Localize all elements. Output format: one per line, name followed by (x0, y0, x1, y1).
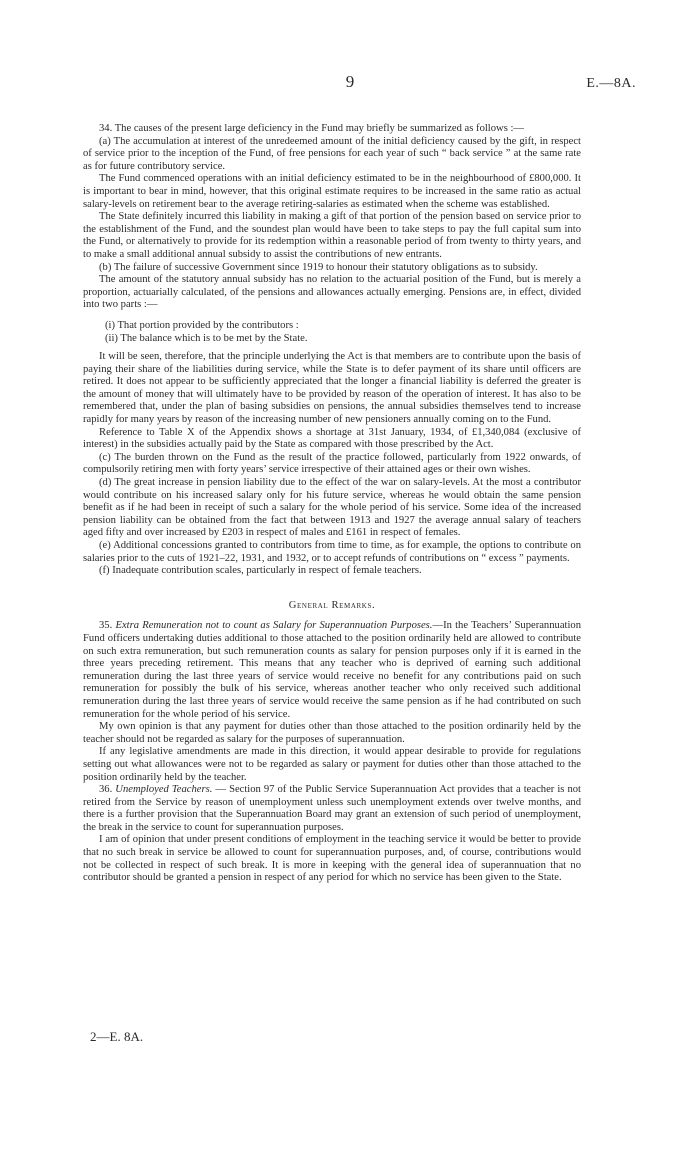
item-label: (a) (99, 135, 111, 147)
paragraph-opinion: My own opinion is that any payment for duties other than those attached to the position ordinarily held by the teacher should not be regarded as salary for the purposes of superannuation. (83, 721, 581, 745)
section-text: — Section 97 of the Public Service Superannuation Act provides that a teacher is not retired from the Service by reason of unemployment unless such unemployment extends over twelve months, and there is a further provision that the Superannuation Board may grant an extension of such period of unemployment, the break in the service to count for superannuation purposes. (83, 784, 581, 833)
paragraph-34-intro: 34. The causes of the present large deficiency in the Fund may briefly be summarized as follows :— (99, 123, 525, 134)
item-label: (e) (99, 540, 111, 551)
item-text: The burden thrown on the Fund as the result of the practice followed, particularly from 1922 onwards, of compulsorily retiring men with forty years’ service irrespective of their attained ages or their own wishes. (83, 451, 581, 476)
paragraph-table-reference: Reference to Table X of the Appendix shows a shortage at 31st January, 1934, of £1,340,084 (exclusive of interest) in the subsidies actually paid by the State as compared with those prescribed by the Act. (83, 426, 581, 451)
paragraph-35 (83, 620, 581, 721)
paragraph-34b (83, 262, 581, 275)
paragraph-34d (83, 477, 581, 540)
item-label: (c) (99, 451, 111, 463)
item-label: (b) (99, 261, 112, 273)
section-title: Extra Remuneration not to count as Salary for Superannuation Purposes. (115, 620, 433, 632)
document-reference: E.—8A. (586, 76, 636, 91)
paragraph-subsidy-amount: The amount of the statutory annual subsidy has no relation to the actuarial position of the Fund, but is merely a proportion, actuarially calculated, of the pensions and allowances actually emerging. Pensions are, in effect, divided into two parts :— (83, 274, 581, 311)
paragraph-state-liability: The State definitely incurred this liability in making a gift of that portion of the pension based on service prior to the establishment of the Fund, and the soundest plan would have been to take steps to pay the full capital sum into the Fund, or alternatively to provide for its redemption within a reasonable period of from twenty to thirty years, and to make a small additional annual subsidy to assist the contributions of new entrants. (83, 211, 581, 260)
paragraph-commenced: The Fund commenced operations with an initial deficiency estimated to be in the neighbourhood of £800,000. It is important to bear in mind, however, that this original estimate requires to be increased in the same ratio as actual salary-levels on retirement bear to the average retiring-salaries as estimated when the scheme was established. (83, 173, 581, 210)
item-text: Inadequate contribution scales, particularly in respect of female teachers. (112, 565, 422, 577)
item-text: Additional concessions granted to contributors from time to time, as for example, the options to contribute on salaries prior to the cuts of 1921–22, 1931, and 1932, or to accept refunds of contributions on “ excess ” payments. (83, 540, 581, 564)
page-number: 9 (345, 72, 355, 91)
item-text: The great increase in pension liability due to the effect of the war on salary-levels. At the most a contributor would contribute on his increased salary only for his future service, whereas he would obtain the same pension benefit as if he had been in receipt of such a salary for the whole period of his service. Some idea of the increased pension liability can be obtained from the fact that between 1913 and 1927 the average annual salary of teachers aged fifty and over increased by £203 in respect of males and £161 in respect of females. (83, 477, 581, 539)
section-number: 36. (99, 784, 113, 796)
paragraph-34c (83, 452, 581, 477)
pension-parts-list (83, 320, 581, 345)
item-label: (f) (99, 565, 110, 577)
item-text: The failure of successive Government since 1919 to honour their statutory obligations as to subsidy. (113, 261, 538, 273)
section-number: 35. (99, 620, 113, 632)
item-label: (d) (99, 477, 112, 489)
paragraph-36 (83, 784, 581, 834)
paragraph-34a (83, 136, 581, 174)
section-title: Unemployed Teachers. (115, 784, 213, 796)
page-signature: 2—E. 8A. (90, 1029, 144, 1044)
paragraph-final: I am of opinion that under present conditions of employment in the teaching service it would be better to provide that no such break in service be allowed to count for superannuation purposes, and, of course, contributions would not be collected in respect of such break. It is more in keeping with the general idea of superannuation that no contributor should be granted a pension in respect of any period for which no service has been given to the State. (83, 834, 581, 884)
paragraph-legislative: If any legislative amendments are made in this direction, it would appear desirable to provide for regulations setting out what allowances were not to be regarded as salary or payment for duties other than those attached to the position ordinarily held by the teacher. (83, 746, 581, 783)
section-text: —In the Teachers’ Superannuation Fund officers undertaking duties additional to those attached to the position ordinarily held are allowed to contribute on such extra remuneration, but such remuneration counts as salary for pension purposes only if it is earned in the three years preceding retirement. This means that any teacher who is deprived of earning such additional remuneration during the last three years of service would receive no benefit for any contributions paid on such remuneration for possibly the bulk of his service, whereas another teacher who only received such additional remuneration during the last three years of service would receive the same pension as if he had contributed on such remuneration for the whole period of his service. (83, 620, 581, 720)
paragraph-34f (83, 565, 581, 578)
paragraph-34e (83, 540, 581, 565)
document-body (83, 123, 581, 885)
list-item: (i) That portion provided by the contributors : (105, 319, 299, 331)
item-text: The accumulation at interest of the unredeemed amount of the initial deficiency caused by the gift, in respect of service prior to the inception of the Fund, of free pensions for each year of such “ back service ” at the same rate as for future contributory service. (83, 135, 581, 172)
section-heading: General Remarks. (288, 599, 376, 611)
paragraph-principle: It will be seen, therefore, that the principle underlying the Act is that members are to contribute upon the basis of paying their share of the liabilities during service, while the State is to defer payment of its share until officers are retired. It does not appear to be sufficiently appreciated that the longer a financial liability is deferred the greater is the amount of money that will ultimately have to be provided by reason of the operation of interest. It has also to be remembered that, under the plan of basing subsidies on pensions, the annual subsidies themselves tend to increase rapidly for many years by reason of the increasing number of new pensioners annually coming on to the Fund. (83, 351, 581, 426)
list-item: (ii) The balance which is to be met by the State. (105, 332, 308, 344)
